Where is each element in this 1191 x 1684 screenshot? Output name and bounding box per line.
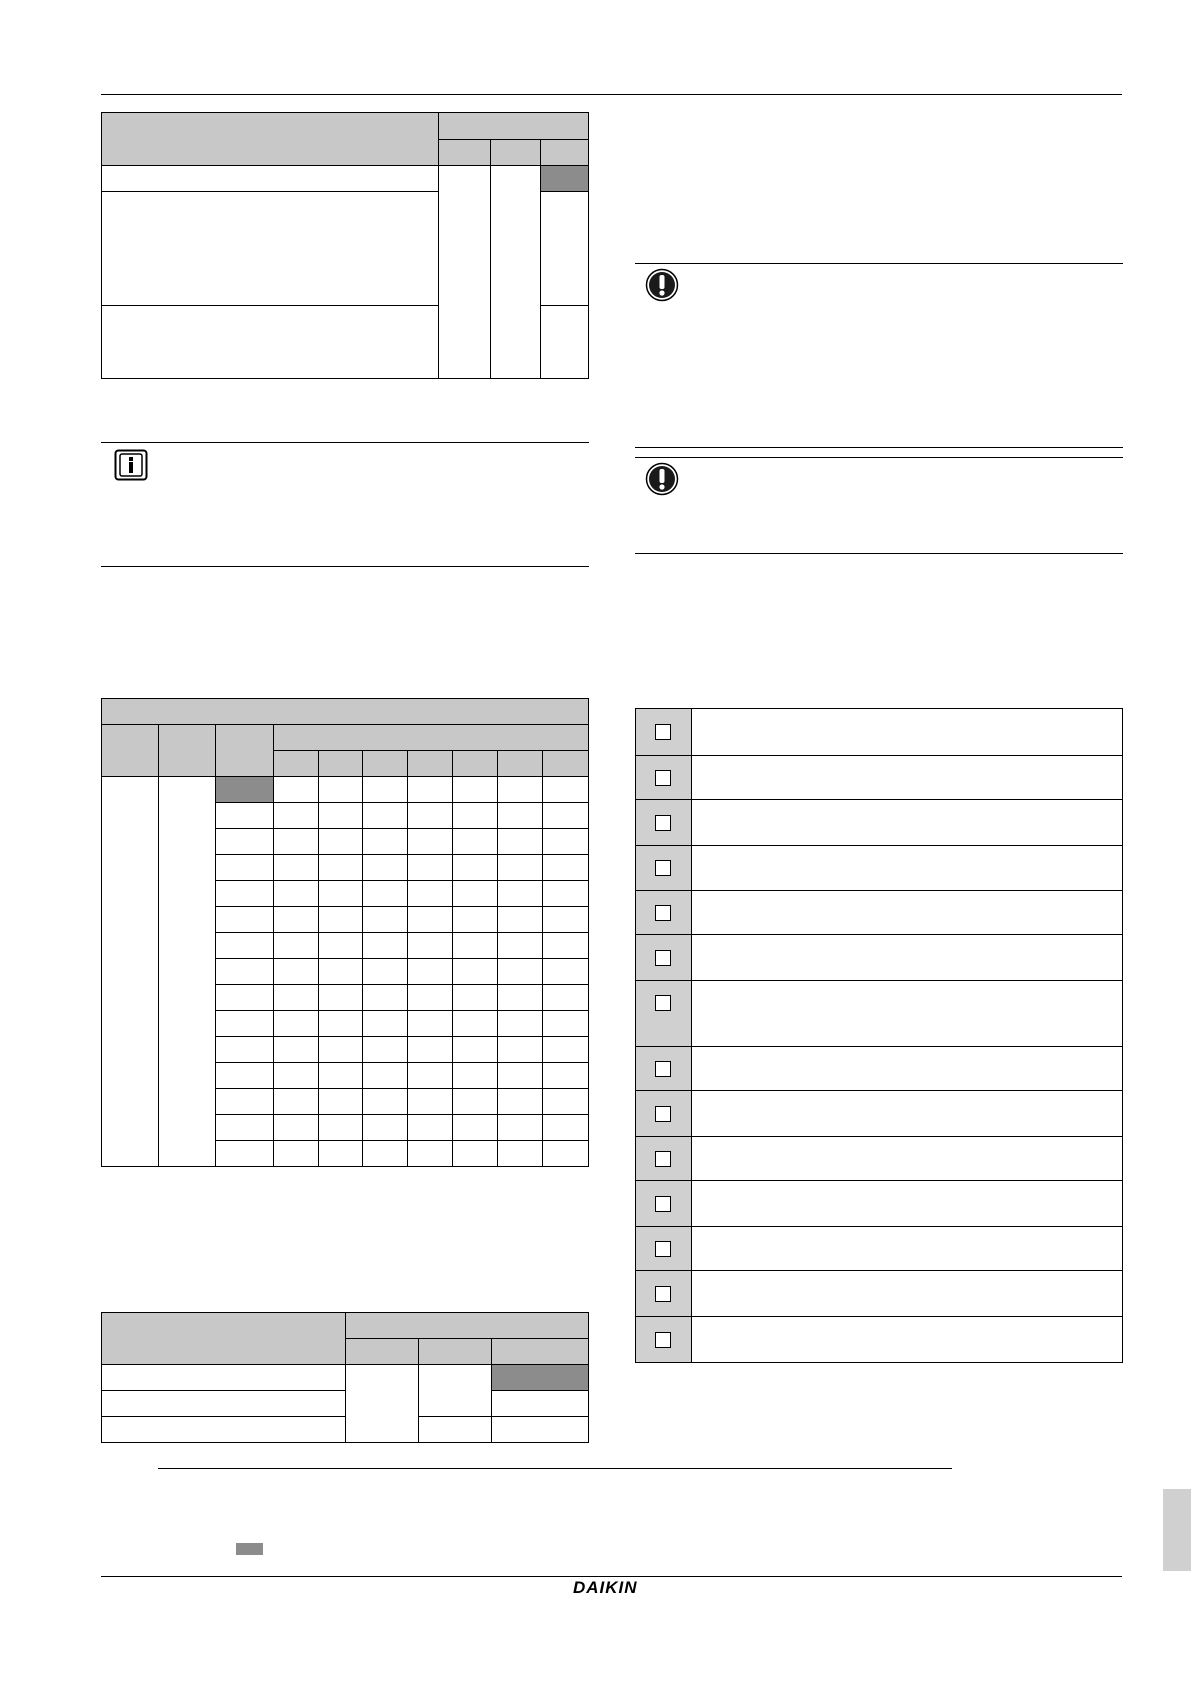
checklist-item bbox=[691, 1047, 1122, 1091]
table-cell bbox=[215, 855, 273, 881]
table-cell bbox=[273, 1089, 318, 1115]
table-header-cell bbox=[318, 751, 363, 777]
table-cell bbox=[453, 881, 498, 907]
warning-rule-top bbox=[635, 263, 1123, 264]
table-header-cell bbox=[439, 140, 491, 166]
checklist-checkbox-cell bbox=[636, 1047, 692, 1091]
table-cell bbox=[498, 829, 543, 855]
table-cell bbox=[453, 1011, 498, 1037]
table-cell bbox=[453, 855, 498, 881]
table-cell bbox=[498, 803, 543, 829]
table-cell bbox=[158, 777, 215, 1167]
table-cell bbox=[215, 907, 273, 933]
table-cell bbox=[543, 1089, 589, 1115]
table-cell bbox=[453, 1115, 498, 1141]
table-cell bbox=[318, 933, 363, 959]
table-cell bbox=[408, 829, 453, 855]
table-top-left bbox=[101, 112, 589, 379]
checklist-checkbox-cell bbox=[636, 1317, 692, 1363]
daikin-logo: DAIKIN bbox=[573, 1578, 638, 1597]
table-cell bbox=[453, 1037, 498, 1063]
table-cell bbox=[363, 803, 408, 829]
table-cell bbox=[363, 959, 408, 985]
table-header-cell bbox=[541, 140, 589, 166]
checkbox[interactable] bbox=[655, 1286, 671, 1302]
table-header-cell bbox=[492, 1339, 589, 1365]
table-header-cell bbox=[346, 1339, 419, 1365]
table-cell-highlight bbox=[215, 777, 273, 803]
table-cell bbox=[363, 933, 408, 959]
checklist-checkbox-cell bbox=[636, 709, 692, 756]
table-cell bbox=[408, 855, 453, 881]
table-cell bbox=[543, 959, 589, 985]
checklist-item bbox=[691, 846, 1122, 891]
checklist-checkbox-cell bbox=[636, 1181, 692, 1227]
table-cell bbox=[543, 933, 589, 959]
table-cell bbox=[498, 1011, 543, 1037]
table-cell bbox=[346, 1365, 419, 1443]
table-cell bbox=[215, 959, 273, 985]
table-cell bbox=[541, 306, 589, 379]
table-cell bbox=[492, 1391, 589, 1417]
table-cell bbox=[273, 1011, 318, 1037]
table-grid bbox=[101, 698, 589, 1167]
table-cell bbox=[498, 1037, 543, 1063]
table-cell bbox=[215, 829, 273, 855]
table-cell bbox=[102, 1391, 346, 1417]
table-cell bbox=[543, 803, 589, 829]
table-cell bbox=[408, 907, 453, 933]
note-rule-top bbox=[101, 442, 589, 443]
table-cell bbox=[102, 1417, 346, 1443]
checkbox[interactable] bbox=[655, 770, 671, 786]
checklist-item bbox=[691, 1181, 1122, 1227]
table-header-cell bbox=[491, 140, 541, 166]
table-header-cell bbox=[453, 751, 498, 777]
checklist-item bbox=[691, 891, 1122, 935]
checklist-checkbox-cell bbox=[636, 1091, 692, 1137]
table-bottom-left bbox=[101, 1312, 589, 1443]
table-header-cell bbox=[408, 751, 453, 777]
table-cell bbox=[363, 1089, 408, 1115]
checkbox[interactable] bbox=[655, 1061, 671, 1077]
table-cell bbox=[543, 1037, 589, 1063]
table-cell bbox=[363, 855, 408, 881]
checkbox[interactable] bbox=[655, 1241, 671, 1257]
table-cell bbox=[491, 166, 541, 379]
table-cell bbox=[543, 1011, 589, 1037]
table-cell bbox=[453, 933, 498, 959]
table-cell bbox=[363, 1037, 408, 1063]
checklist-item bbox=[691, 1317, 1122, 1363]
checklist-item bbox=[691, 1137, 1122, 1181]
table-cell bbox=[318, 881, 363, 907]
table-cell bbox=[215, 1089, 273, 1115]
table-cell bbox=[453, 1141, 498, 1167]
table-cell bbox=[408, 1037, 453, 1063]
table-cell bbox=[543, 777, 589, 803]
checklist-checkbox-cell bbox=[636, 800, 692, 846]
table-cell bbox=[273, 855, 318, 881]
checklist-checkbox-cell bbox=[636, 1227, 692, 1271]
warning-rule-bottom bbox=[635, 553, 1123, 554]
table-header-cell bbox=[439, 113, 589, 140]
table-cell bbox=[273, 803, 318, 829]
footnote-rule bbox=[158, 1468, 952, 1469]
table-header-cell bbox=[273, 725, 588, 751]
table-cell bbox=[273, 1115, 318, 1141]
table-cell bbox=[318, 985, 363, 1011]
table-cell bbox=[273, 881, 318, 907]
table-cell bbox=[408, 933, 453, 959]
table-cell bbox=[273, 829, 318, 855]
checkbox[interactable] bbox=[655, 1332, 671, 1348]
table-cell bbox=[215, 881, 273, 907]
side-tab bbox=[1163, 1489, 1191, 1571]
table-cell bbox=[363, 1141, 408, 1167]
table-cell bbox=[273, 985, 318, 1011]
table-cell bbox=[102, 777, 159, 1167]
table-cell bbox=[215, 803, 273, 829]
table-cell bbox=[215, 1141, 273, 1167]
table-cell bbox=[453, 829, 498, 855]
table-cell bbox=[439, 166, 491, 379]
checklist-item bbox=[691, 1271, 1122, 1317]
table-cell bbox=[492, 1417, 589, 1443]
table-cell bbox=[543, 907, 589, 933]
checkbox[interactable] bbox=[655, 905, 671, 921]
checklist-table bbox=[635, 708, 1123, 1363]
table-cell bbox=[543, 985, 589, 1011]
table-cell bbox=[215, 985, 273, 1011]
checklist-checkbox-cell bbox=[636, 981, 692, 1047]
table-cell bbox=[419, 1365, 492, 1417]
table-cell bbox=[318, 1037, 363, 1063]
table-cell bbox=[102, 192, 439, 306]
table-cell bbox=[408, 985, 453, 1011]
table-cell bbox=[453, 907, 498, 933]
table-cell bbox=[318, 855, 363, 881]
checklist-checkbox-cell bbox=[636, 1271, 692, 1317]
table-cell bbox=[543, 855, 589, 881]
checkbox[interactable] bbox=[655, 724, 671, 740]
exclamation-icon bbox=[645, 268, 679, 302]
table-cell bbox=[419, 1417, 492, 1443]
table-header-cell bbox=[102, 699, 589, 725]
table-cell bbox=[543, 829, 589, 855]
table-cell bbox=[273, 1141, 318, 1167]
table-cell bbox=[273, 1063, 318, 1089]
checklist-checkbox-cell bbox=[636, 1137, 692, 1181]
table-cell bbox=[498, 985, 543, 1011]
table-cell bbox=[318, 1011, 363, 1037]
table-header-cell bbox=[215, 725, 273, 777]
table-cell bbox=[363, 1011, 408, 1037]
table-cell bbox=[408, 1011, 453, 1037]
table-cell-highlight bbox=[541, 166, 589, 192]
table-cell bbox=[363, 881, 408, 907]
table-cell bbox=[318, 803, 363, 829]
table-cell bbox=[453, 777, 498, 803]
table-cell bbox=[453, 985, 498, 1011]
table-cell bbox=[102, 306, 439, 379]
header-rule bbox=[101, 94, 1122, 95]
table-cell bbox=[318, 829, 363, 855]
table-cell bbox=[408, 803, 453, 829]
checklist-item bbox=[691, 709, 1122, 756]
checklist-item bbox=[691, 800, 1122, 846]
table-cell bbox=[215, 1115, 273, 1141]
table-cell bbox=[541, 192, 589, 306]
table-cell bbox=[498, 907, 543, 933]
table-cell bbox=[498, 1115, 543, 1141]
table-cell bbox=[498, 959, 543, 985]
table-header-cell bbox=[102, 725, 159, 777]
table-cell bbox=[498, 1063, 543, 1089]
table-cell bbox=[543, 1115, 589, 1141]
table-cell bbox=[543, 1063, 589, 1089]
table-cell bbox=[363, 777, 408, 803]
table-cell bbox=[215, 1063, 273, 1089]
table-cell bbox=[453, 1089, 498, 1115]
warning-rule bbox=[635, 457, 1123, 458]
table-cell bbox=[215, 1011, 273, 1037]
table-cell bbox=[408, 1089, 453, 1115]
table-cell bbox=[498, 777, 543, 803]
checklist-checkbox-cell bbox=[636, 891, 692, 935]
table-cell bbox=[363, 829, 408, 855]
table-cell bbox=[453, 803, 498, 829]
checkbox[interactable] bbox=[655, 950, 671, 966]
info-icon bbox=[114, 449, 148, 481]
table-cell bbox=[543, 1141, 589, 1167]
checklist-checkbox-cell bbox=[636, 935, 692, 981]
table-cell bbox=[543, 881, 589, 907]
table-cell bbox=[408, 881, 453, 907]
table-cell bbox=[498, 881, 543, 907]
checkbox[interactable] bbox=[655, 1151, 671, 1167]
table-cell bbox=[363, 1063, 408, 1089]
table-cell bbox=[273, 933, 318, 959]
table-cell bbox=[318, 1063, 363, 1089]
table-cell bbox=[408, 1063, 453, 1089]
table-cell bbox=[363, 985, 408, 1011]
table-cell bbox=[273, 907, 318, 933]
table-header-cell bbox=[419, 1339, 492, 1365]
table-cell bbox=[318, 777, 363, 803]
footer-rule bbox=[101, 1576, 1122, 1577]
table-cell bbox=[318, 1089, 363, 1115]
table-cell bbox=[273, 959, 318, 985]
table-cell bbox=[318, 1115, 363, 1141]
table-cell bbox=[498, 855, 543, 881]
legend-swatch bbox=[236, 1543, 263, 1555]
table-cell bbox=[318, 959, 363, 985]
table-cell bbox=[498, 1141, 543, 1167]
table-cell bbox=[318, 1141, 363, 1167]
exclamation-icon bbox=[645, 462, 679, 496]
table-header-cell bbox=[498, 751, 543, 777]
checklist-item bbox=[691, 981, 1122, 1047]
checkbox[interactable] bbox=[655, 860, 671, 876]
checklist-item bbox=[691, 756, 1122, 800]
table-cell bbox=[273, 1037, 318, 1063]
table-cell bbox=[102, 1365, 346, 1391]
table-cell bbox=[453, 959, 498, 985]
table-cell bbox=[363, 907, 408, 933]
table-cell bbox=[215, 1037, 273, 1063]
checkbox[interactable] bbox=[655, 1106, 671, 1122]
table-cell bbox=[215, 933, 273, 959]
table-cell bbox=[498, 1089, 543, 1115]
table-cell bbox=[408, 777, 453, 803]
checklist-checkbox-cell bbox=[636, 756, 692, 800]
checklist-item bbox=[691, 1091, 1122, 1137]
table-cell bbox=[408, 959, 453, 985]
note-rule-bottom bbox=[101, 566, 589, 567]
table-header-cell bbox=[158, 725, 215, 777]
checklist-item bbox=[691, 1227, 1122, 1271]
table-cell bbox=[363, 1115, 408, 1141]
table-header-cell bbox=[346, 1313, 589, 1339]
checklist-checkbox-cell bbox=[636, 846, 692, 891]
table-cell bbox=[453, 1063, 498, 1089]
table-header-cell bbox=[543, 751, 589, 777]
table-cell bbox=[102, 166, 439, 192]
table-header-cell bbox=[363, 751, 408, 777]
table-header-cell bbox=[102, 113, 439, 166]
table-header-cell bbox=[102, 1313, 346, 1365]
checkbox[interactable] bbox=[655, 815, 671, 831]
table-cell bbox=[408, 1141, 453, 1167]
warning-rule bbox=[635, 447, 1123, 448]
table-cell bbox=[408, 1115, 453, 1141]
checkbox[interactable] bbox=[655, 995, 671, 1011]
table-cell bbox=[273, 777, 318, 803]
checkbox[interactable] bbox=[655, 1196, 671, 1212]
table-cell bbox=[498, 933, 543, 959]
table-cell-highlight bbox=[492, 1365, 589, 1391]
table-cell bbox=[318, 907, 363, 933]
checklist-item bbox=[691, 935, 1122, 981]
table-header-cell bbox=[273, 751, 318, 777]
